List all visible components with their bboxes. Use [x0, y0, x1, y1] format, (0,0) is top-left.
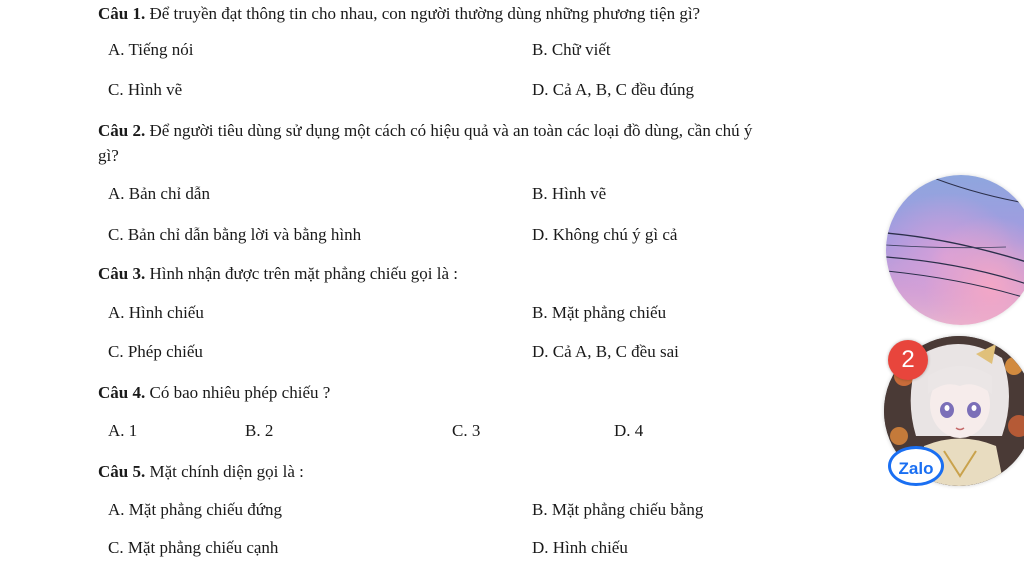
option-c: C. Hình vẽ: [108, 80, 183, 99]
option-c: C. 3: [452, 421, 481, 440]
question-text: Để truyền đạt thông tin cho nhau, con người thường dùng những phương tiện gì?: [149, 4, 701, 23]
option-b: B. Hình vẽ: [532, 184, 607, 203]
option-d: D. Không chú ý gì cả: [532, 225, 678, 244]
question-number: Câu 3.: [98, 264, 146, 283]
option-b: B. Mặt phẳng chiếu: [532, 303, 667, 322]
question-text: Hình nhận được trên mặt phẳng chiếu gọi là :: [149, 264, 459, 283]
question-4: [98, 378, 898, 408]
option-b: B. 2: [245, 421, 274, 440]
question-3: [98, 259, 898, 289]
option-c: C. Bản chỉ dẫn bằng lời và bằng hình: [108, 225, 362, 244]
option-a: A. Tiếng nói: [108, 40, 194, 59]
option-d: D. Hình chiếu: [532, 538, 628, 557]
option-a: A. Mặt phẳng chiếu đứng: [108, 500, 282, 519]
option-c: C. Phép chiếu: [108, 342, 203, 361]
option-b: B. Chữ viết: [532, 40, 611, 59]
question-5: [98, 457, 898, 487]
question-text: Mặt chính diện gọi là :: [149, 462, 304, 481]
question-number: Câu 5.: [98, 462, 146, 481]
question-text-continued: gì?: [98, 146, 119, 165]
chat-head-sky[interactable]: [886, 175, 1024, 325]
question-text: Để người tiêu dùng sử dụng một cách có hiệu quả và an toàn các loại đồ dùng, cần chú ý: [149, 121, 753, 140]
option-a: A. 1: [108, 421, 138, 440]
option-a: A. Hình chiếu: [108, 303, 204, 322]
option-d: D. Cả A, B, C đều đúng: [532, 80, 694, 99]
unread-count-badge: 2: [888, 340, 928, 380]
question-number: Câu 2.: [98, 121, 146, 140]
option-d: D. 4: [614, 421, 644, 440]
option-a: A. Bản chỉ dẫn: [108, 184, 210, 203]
option-c: C. Mặt phẳng chiếu cạnh: [108, 538, 279, 557]
question-number: Câu 4.: [98, 383, 146, 402]
question-1: [98, 0, 898, 29]
option-b: B. Mặt phẳng chiếu bằng: [532, 500, 704, 519]
option-d: D. Cả A, B, C đều sai: [532, 342, 679, 361]
question-number: Câu 1.: [98, 4, 146, 23]
question-2: [98, 116, 898, 146]
sky-photo-avatar-icon: [886, 175, 1024, 325]
zalo-logo-icon[interactable]: Zalo: [888, 446, 944, 486]
question-text: Có bao nhiêu phép chiếu ?: [149, 383, 331, 402]
